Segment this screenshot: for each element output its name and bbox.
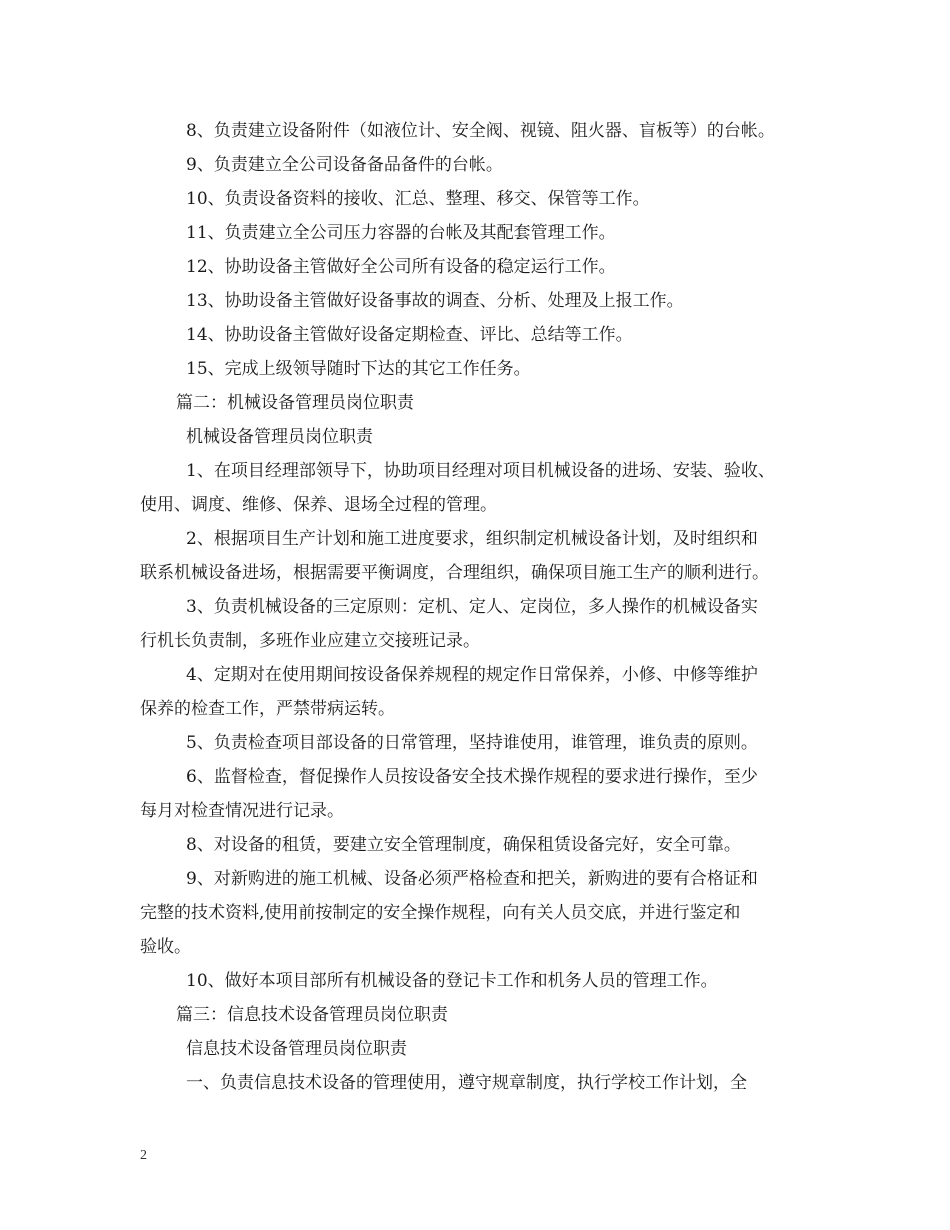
paragraph-line: 4、定期对在使用期间按设备保养规程的规定作日常保养，小修、中修等维护 (186, 665, 758, 685)
paragraph-line: 每月对检查情况进行记录。 (140, 801, 344, 821)
paragraph-line: 10、负责设备资料的接收、汇总、整理、移交、保管等工作。 (186, 189, 650, 209)
paragraph-line: 联系机械设备进场，根据需要平衡调度，合理组织，确保项目施工生产的顺利进行。 (140, 563, 769, 583)
paragraph-line: 12、协助设备主管做好全公司所有设备的稳定运行工作。 (186, 257, 616, 277)
paragraph-line: 9、负责建立全公司设备备品备件的台帐。 (186, 155, 503, 175)
paragraph-line: 13、协助设备主管做好设备事故的调查、分析、处理及上报工作。 (186, 291, 684, 311)
section-heading: 篇二：机械设备管理员岗位职责 (176, 393, 414, 413)
section-title: 信息技术设备管理员岗位职责 (186, 1039, 407, 1059)
section-title: 机械设备管理员岗位职责 (186, 427, 373, 447)
paragraph-line: 验收。 (140, 937, 191, 957)
paragraph-line: 8、对设备的租赁，要建立安全管理制度，确保租赁设备完好，安全可靠。 (186, 835, 741, 855)
paragraph-line: 3、负责机械设备的三定原则：定机、定人、定岗位，多人操作的机械设备实 (186, 597, 758, 617)
paragraph-line: 一、负责信息技术设备的管理使用，遵守规章制度，执行学校工作计划，全 (186, 1073, 747, 1093)
paragraph-line: 10、做好本项目部所有机械设备的登记卡工作和机务人员的管理工作。 (186, 971, 718, 991)
paragraph-line: 完整的技术资料,使用前按制定的安全操作规程，向有关人员交底，并进行鉴定和 (140, 903, 741, 923)
document-body (140, 114, 820, 1100)
paragraph-line: 14、协助设备主管做好设备定期检查、评比、总结等工作。 (186, 325, 633, 345)
paragraph-line: 行机长负责制，多班作业应建立交接班记录。 (140, 631, 480, 651)
paragraph-line: 使用、调度、维修、保养、退场全过程的管理。 (140, 495, 497, 515)
paragraph-line: 5、负责检查项目部设备的日常管理，坚持谁使用，谁管理，谁负责的原则。 (186, 733, 758, 753)
paragraph-line: 2、根据项目生产计划和施工进度要求，组织制定机械设备计划，及时组织和 (186, 529, 758, 549)
paragraph-line: 8、负责建立设备附件（如液位计、安全阀、视镜、阻火器、盲板等）的台帐。 (186, 121, 775, 141)
page-number: 2 (140, 1148, 147, 1163)
paragraph-line: 9、对新购进的施工机械、设备必须严格检查和把关，新购进的要有合格证和 (186, 869, 758, 889)
paragraph-line: 6、监督检查，督促操作人员按设备安全技术操作规程的要求进行操作，至少 (186, 767, 758, 787)
paragraph-line: 15、完成上级领导随时下达的其它工作任务。 (186, 359, 531, 379)
paragraph-line: 11、负责建立全公司压力容器的台帐及其配套管理工作。 (186, 223, 616, 243)
paragraph-line: 保养的检查工作，严禁带病运转。 (140, 699, 395, 719)
paragraph-line: 1、在项目经理部领导下，协助项目经理对项目机械设备的进场、安装、验收、 (186, 461, 775, 481)
section-heading: 篇三：信息技术设备管理员岗位职责 (176, 1005, 448, 1025)
